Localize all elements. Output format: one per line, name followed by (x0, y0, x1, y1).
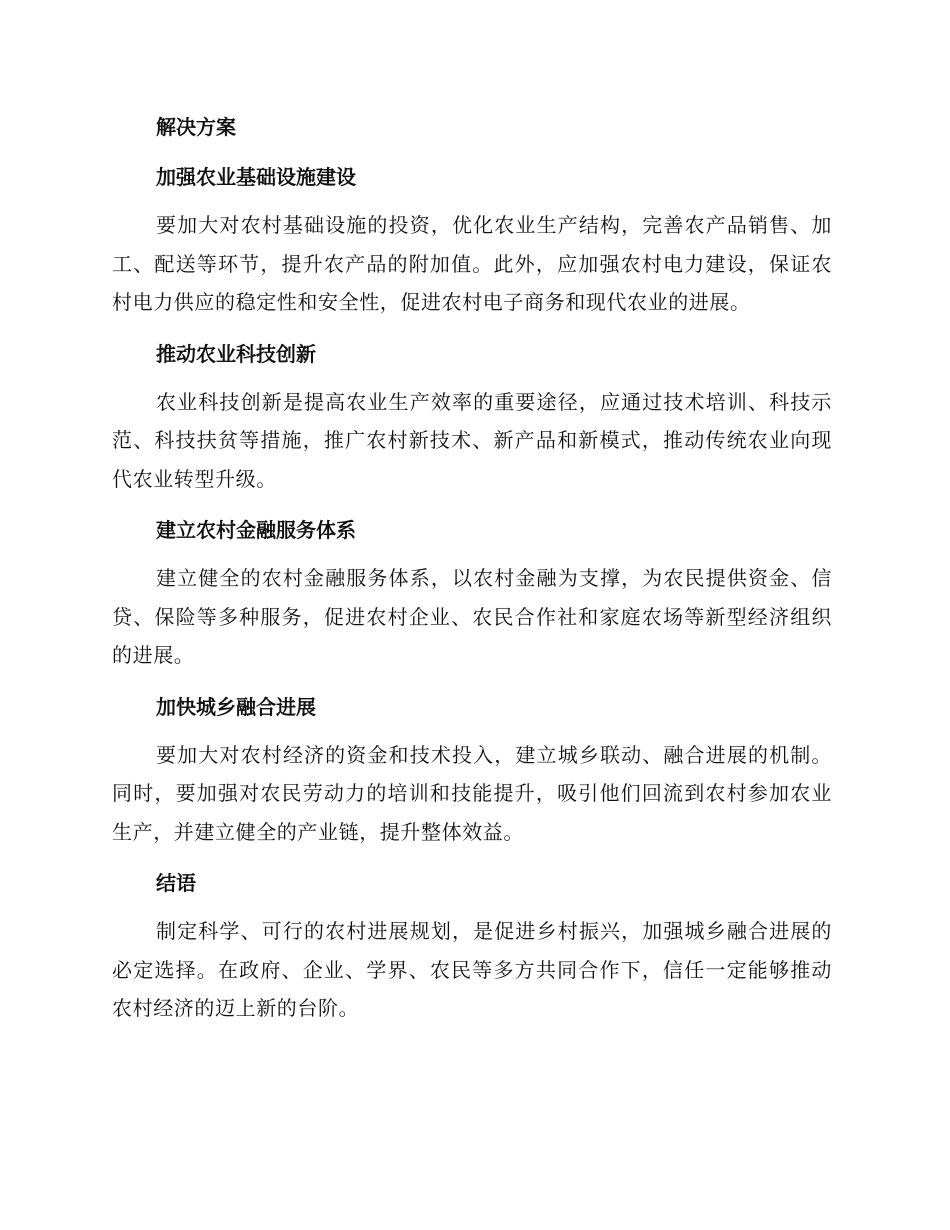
section-body-conclusion: 制定科学、可行的农村进展规划，是促进乡村振兴，加强城乡融合进展的必定选择。在政府、企业、学界、农民等多方共同合作下，信任一定能够推动农村经济的迈上新的台阶。 (112, 919, 832, 1020)
section-body-tech-innovation: 农业科技创新是提高农业生产效率的重要途径，应通过技术培训、科技示范、科技扶贫等措施，推广农村新技术、新产品和新模式，推动传统农业向现代农业转型升级。 (112, 389, 832, 491)
section-heading-finance: 建立农村金融服务体系 (156, 518, 356, 542)
document-content (112, 106, 832, 1039)
section-heading-tech-innovation: 推动农业科技创新 (156, 341, 316, 366)
section-body-urban-rural: 要加大对农村经济的资金和技术投入，建立城乡联动、融合进展的机制。同时，要加强对农民劳动力的培训和技能提升，吸引他们回流到农村参加农业生产，并建立健全的产业链，提升整体效益。 (112, 742, 832, 844)
section-heading-conclusion: 结语 (156, 871, 196, 895)
section-body-finance: 建立健全的农村金融服务体系，以农村金融为支撑，为农民提供资金、信贷、保险等多种服务，促进农村企业、农民合作社和家庭农场等新型经济组织的进展。 (112, 566, 832, 667)
section-heading-urban-rural: 加快城乡融合进展 (156, 694, 316, 719)
section-title: 解决方案 (156, 115, 236, 139)
section-body-infrastructure: 要加大对农村基础设施的投资，优化农业生产结构，完善农产品销售、加工、配送等环节，提升农产品的附加值。此外，应加强农村电力建设，保证农村电力供应的稳定性和安全性，促进农村电子商务和现代农业的进展。 (112, 213, 832, 314)
section-heading-infrastructure: 加强农业基础设施建设 (156, 165, 356, 189)
